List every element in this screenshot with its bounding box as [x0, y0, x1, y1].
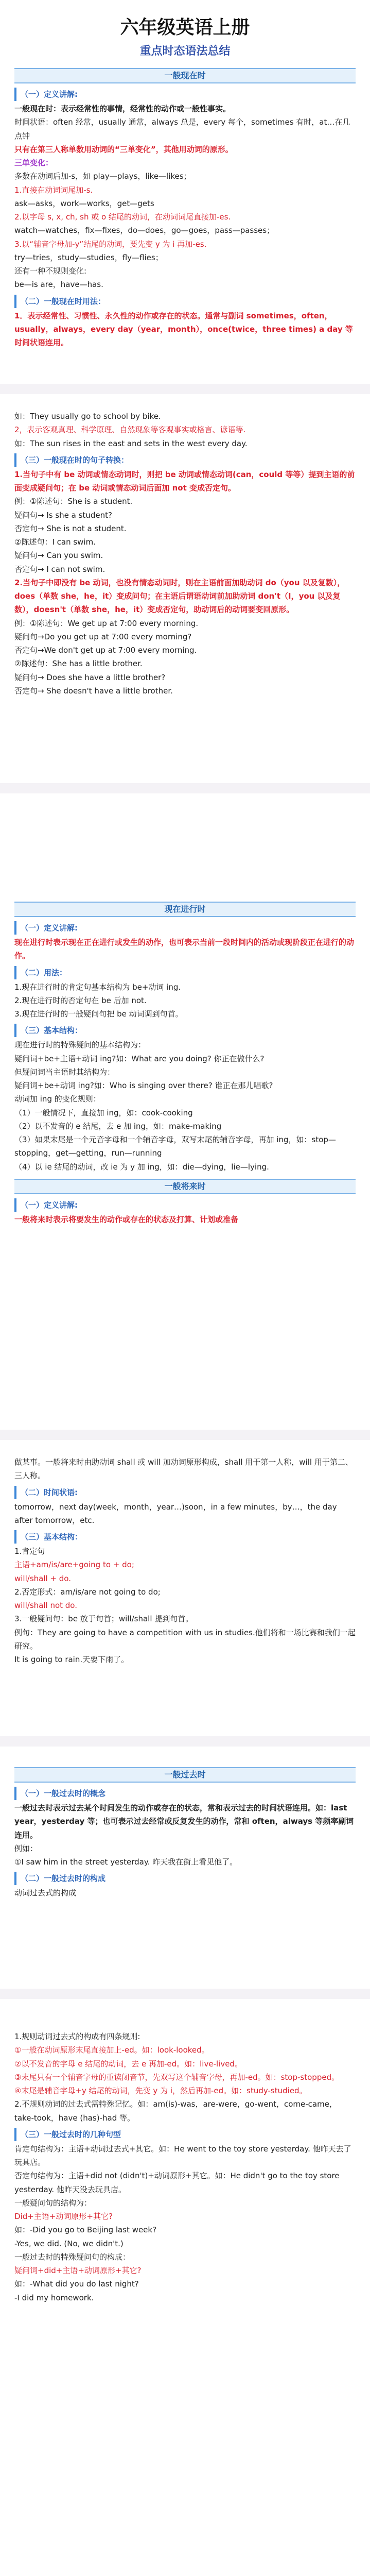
pc-usage-heading: （二）用法：: [14, 966, 356, 979]
section-bar-future-simple: 一般将来时: [14, 1179, 356, 1194]
fs-positive-form-2: will/shall + do.: [14, 1573, 71, 1583]
ps-rule-1: ①一般在动词原形末尾直接加上-ed。如：look-looked。: [14, 2045, 209, 2055]
irregular-heading: 还有一种不规则变化:: [14, 266, 87, 276]
ps-negative: 否定句结构为：主语+did not (didn't)+动词原形+其它。如：He didn't go to the toy store yesterday. 他昨天没去玩具店。: [14, 2171, 340, 2194]
rule-1-example: ask—asks，work—works，get—gets: [14, 198, 154, 208]
s2-question-2: 疑问句→ Does she have a little brother?: [14, 672, 166, 682]
s1-negative-2: 否定句→ I can not swim.: [14, 564, 105, 574]
ps-rule-4: ④末尾是辅音字母+y 结尾的动词，先变 y 为 i，然后再加-ed。如：study-studied。: [14, 2086, 307, 2095]
ps-form-intro: 动词过去式的构成: [14, 1888, 77, 1898]
pc-definition-heading: （一）定义讲解:: [14, 921, 356, 935]
fs-positive-heading: 1.肯定句: [14, 1547, 45, 1556]
s2-negative-2: 否定句→ She doesn't have a little brother.: [14, 686, 173, 696]
section-bar-past-simple: 一般过去时: [14, 1767, 356, 1783]
change-heading: 三单变化：: [14, 158, 54, 167]
pc-structure-2: 但疑问词当主语时其结构为：: [14, 1067, 115, 1077]
definition-heading: （一）定义讲解:: [14, 88, 356, 101]
pc-usage-2: 2.现在进行时的否定句在 be 后加 not.: [14, 995, 147, 1005]
s2-negative: 否定句→We don't get up at 7:00 every morning.: [14, 646, 197, 655]
pc-structure-heading: （三）基本结构：: [14, 1024, 356, 1037]
panel-past-simple-2: [0, 1999, 370, 2576]
third-person-rule: 只有在第三人称单数用动词的“三单变化”，其他用动词的原形。: [14, 144, 233, 154]
ps-example-1: ①I saw him in the street yesterday. 昨天我在街上看见他了。: [14, 1857, 238, 1867]
page-title: 六年级英语上册: [120, 17, 250, 38]
pc-ing-4: （4）以 ie 结尾的动词，改 ie 为 y 加 ing，如：die—dying，lie—lying.: [14, 1162, 269, 1172]
panel-present-simple-2: [0, 394, 370, 783]
fs-time-text: tomorrow，next day(week，month，year…)soon，in a few minutes，by…，the day after tomorrow，etc.: [14, 1502, 337, 1525]
ps-question-example: 如：-Did you go to Beijing last week?: [14, 2225, 157, 2235]
ps-question-structure: Did+主语+动词原形+其它?: [14, 2212, 113, 2221]
pc-ing-2: （2）以不发音的 e 结尾，去 e 加 ing，如：make-making: [14, 1121, 222, 1131]
pc-usage-1: 1.现在进行时的肯定句基本结构为 be+动词 ing.: [14, 982, 181, 992]
example-1: 如：They usually go to school by bike.: [14, 412, 161, 421]
ps-rule-3: ③末尾只有一个辅音字母的重读闭音节，先双写这个辅音字母，再加-ed。如：stop-stopped。: [14, 2072, 340, 2082]
fs-time-heading: （二）时间状语:: [14, 1486, 356, 1499]
ps-concept-heading: （一）一般过去时的概念: [14, 1787, 356, 1800]
pc-structure-1: 疑问词+be+主语+动词 ing?如：What are you doing? 你正在做什么?: [14, 1054, 265, 1063]
ps-wh-structure: 疑问词+did+主语+动词原形+其它?: [14, 2266, 142, 2275]
s1-negative: 否定句→ She is not a student.: [14, 523, 127, 533]
ps-rules-heading: 1.规则动词过去式的构成有四条规则:: [14, 2032, 140, 2041]
panel-future-simple: [0, 1440, 370, 1736]
fs-question-form: 3.一般疑问句：be 放于句首；will/shall 提到句首。: [14, 1614, 193, 1624]
panel-past-simple: [0, 1747, 370, 1989]
usage-heading: （二）一般现在时用法：: [14, 295, 356, 308]
s2-example-2: ②陈述句：She has a little brother.: [14, 659, 143, 669]
ps-question-heading: 一般疑问句的结构为：: [14, 2198, 92, 2208]
s2-example: 例：①陈述句：We get up at 7:00 every morning.: [14, 618, 199, 628]
s1-question-2: 疑问句→ Can you swim.: [14, 551, 103, 561]
definition-text: 一般现在时：表示经常性的事情，经常性的动作或一般性事实。: [14, 104, 231, 113]
ps-wh-heading: 一般过去时的特殊疑问句的构成：: [14, 2252, 131, 2262]
s1-example: 例：①陈述句：She is a student.: [14, 497, 133, 506]
pc-ing-1: （1）一般情况下，直接加 ing，如：cook-cooking: [14, 1108, 193, 1117]
usage-2: 2，表示客观真理、科学原理、自然现象等客观事实或格言、谚语等.: [14, 425, 246, 435]
pc-ing-3: （3）如果末尾是一个元音字母和一个辅音字母，双写末尾的辅音字母，再加 ing，如：stop—stopping，get—getting，run—running: [14, 1135, 336, 1158]
panel-present-continuous: [0, 793, 370, 1430]
time-words: 时间状语：often 经常，usually 通常，always 总是，every 每个，sometimes 有时，at…在几点钟: [14, 117, 350, 141]
ps-rule-2: ②以不发音的字母 e 结尾的动词，去 e 再加-ed。如：live-lived。: [14, 2059, 242, 2069]
pc-structure-3: 疑问词+be+动词 ing?如：Who is singing over there? 谁正在那儿唱歌?: [14, 1081, 273, 1090]
sentence-rule-2: 2.当句子中即没有 be 动词，也没有情态动词时，则在主语前面加助动词 do（you 以及复数），does（单数 she，he，it）变成问句；在主语后谓语动词前加助动词 don't（I，you 以及复数），doesn't（单数 she，he，it）变成否定句，助动词后的动词要变回原形。: [14, 578, 345, 615]
fs-example-2: It is going to rain.天要下雨了。: [14, 1655, 129, 1664]
fs-positive-form: 主语+am/is/are+going to + do;: [14, 1560, 134, 1570]
pc-usage-3: 3.现在进行时的一般疑问句把 be 动词调到句首。: [14, 1009, 183, 1019]
s2-question: 疑问句→Do you get up at 7:00 every morning?: [14, 632, 192, 641]
rule-2-example: watch—watches，fix—fixes，do—does，go—goes，pass—passes；: [14, 226, 275, 235]
ps-concept-text: 一般过去时表示过去某个时间发生的动作或存在的状态，常和表示过去的时间状语连用。如：last year，yesterday 等；也可表示过去经常或反复发生的动作，常和 often，always 等频率副词连用。: [14, 1803, 354, 1840]
rule-1: 1.直接在动词词尾加-s.: [14, 185, 93, 195]
ps-sentence-heading: （三）一般过去时的几种句型: [14, 2128, 356, 2141]
ps-irregular: 2.不规则动词的过去式需特殊记忆。如：am(is)-was，are-were，go-went，come-came，take-took，have (has)-had 等。: [14, 2099, 337, 2123]
section-bar-present-simple: 一般现在时: [14, 68, 356, 83]
fs-definition-2: 做某事。一般将来时由助动词 shall 或 will 加动词原形构成，shall 用于第一人称，will 用于第二、三人称。: [14, 1458, 353, 1481]
s1-example-2: ②陈述句：I can swim.: [14, 537, 96, 547]
ps-form-heading: （二）一般过去时的构成: [14, 1872, 356, 1885]
ps-wh-example: 如：-What did you do last night?: [14, 2279, 139, 2289]
change-intro: 多数在动词后加-s，如 play—plays，like—likes；: [14, 172, 191, 181]
fs-example: 例句：They are going to have a competition with us in studies.他们将和一场比赛和我们一起研究。: [14, 1628, 356, 1651]
page-subtitle: 重点时态语法总结: [139, 45, 231, 58]
ps-positive: 肯定句结构为：主语+动词过去式+其它。如：He went to the toy store yesterday. 他昨天去了玩具店。: [14, 2144, 351, 2167]
ps-wh-answer: -I did my homework.: [14, 2293, 94, 2302]
ps-example-heading: 例如：: [14, 1843, 38, 1853]
fs-negative-form: will/shall not do.: [14, 1601, 77, 1610]
irregular-example: be—is are，have—has.: [14, 280, 103, 290]
section-bar-present-continuous: 现在进行时: [14, 902, 356, 917]
s1-question: 疑问句→ Is she a student?: [14, 510, 112, 520]
sentence-rule-1: 1.当句子中有 be 动词或情态动词时，则把 be 动词或情态动词(can，could 等等）提到主语的前面变成疑问句；在 be 动词或情态动词后面加 not 变成否定句。: [14, 469, 355, 493]
pc-ing-heading: 动词加 ing 的变化规则：: [14, 1094, 101, 1104]
rule-3: 3.以“辅音字母加-y”结尾的动词，要先变 y 为 i 再加-es.: [14, 239, 207, 249]
panel-present-simple: [0, 0, 370, 384]
rule-3-example: try—tries，study—studies，fly—flies；: [14, 252, 163, 262]
pc-structure-intro: 现在进行时的特殊疑问的基本结构为：: [14, 1040, 146, 1050]
ps-question-answer: -Yes, we did. (No, we didn't.): [14, 2239, 124, 2248]
rule-2: 2.以字母 s, x, ch, sh 或 o 结尾的动词，在动词词尾直接加-es.: [14, 212, 231, 222]
usage-1: 1．表示经常性、习惯性、永久性的动作或存在的状态。通常与副词 sometimes，often，usually，always，every day（year，month），once(twice，three times) a day 等时间状语连用。: [14, 311, 353, 347]
sentence-heading: （三）一般现在时的句子转换：: [14, 453, 356, 467]
fs-negative-heading: 2.否定形式：am/is/are not going to do;: [14, 1587, 161, 1597]
pc-definition-text: 现在进行时表示现在正在进行或发生的动作，也可表示当前一段时间内的活动或现阶段正在进行的动作。: [14, 938, 355, 961]
fs-definition-text: 一般将来时表示将要发生的动作或存在的状态及打算、计划或准备: [14, 1214, 239, 1224]
fs-structure-heading: （三）基本结构：: [14, 1530, 356, 1544]
fs-definition-heading: （一）定义讲解:: [14, 1198, 356, 1212]
example-2: 如：The sun rises in the east and sets in the west every day.: [14, 438, 248, 448]
